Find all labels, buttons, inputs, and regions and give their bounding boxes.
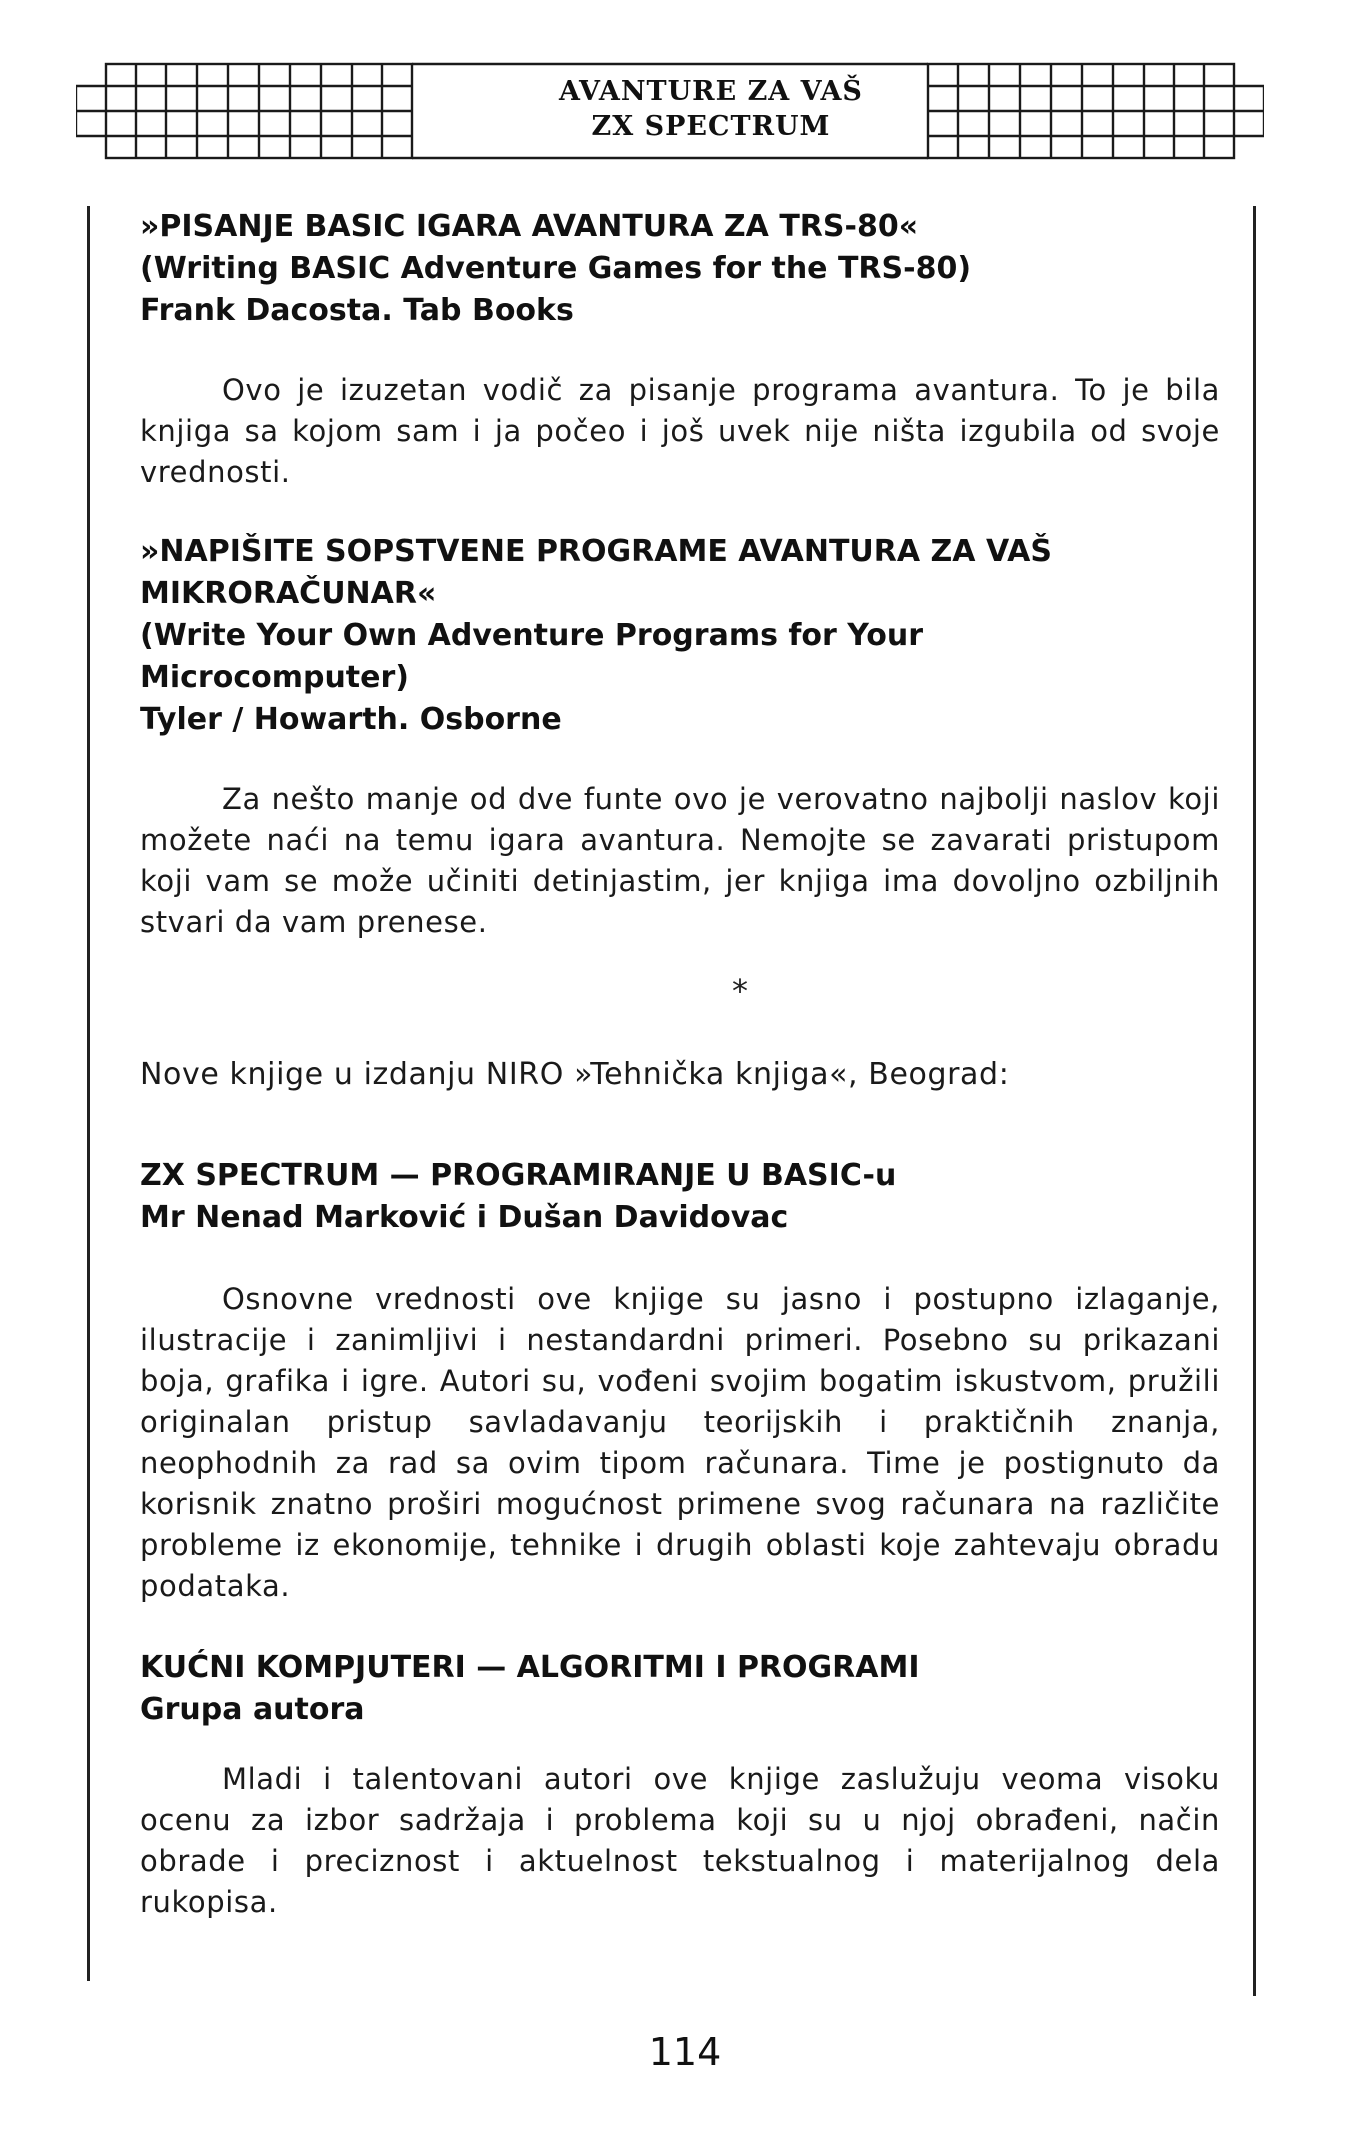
header-banner (76, 58, 1264, 164)
right-margin-rule (1253, 206, 1256, 1996)
header-title (488, 74, 934, 144)
left-margin-rule (87, 206, 90, 1981)
new-book-title: ZX SPECTRUM — PROGRAMIRANJE U BASIC-u (140, 1158, 897, 1193)
heading-line: Tyler / Howarth. Osborne (140, 702, 562, 737)
heading-line: (Writing BASIC Adventure Games for the TRS-80) (140, 251, 972, 286)
new-book-description-2: Mladi i talentovani autori ove knjige zaslužuju veoma visoku ocenu za izbor sadržaja i problema koji su u njoj obrađeni, način obrade i preciznost i aktuelnost tekstualnog i materijalnog dela rukopisa. (140, 1762, 1220, 1919)
new-book-heading-1 (140, 1155, 1220, 1239)
heading-line: MIKRORAČUNAR« (140, 576, 437, 611)
page-number: 114 (648, 2030, 722, 2074)
book-heading-2 (140, 531, 1220, 741)
book-description-1: Ovo je izuzetan vodič za pisanje programa avantura. To je bila knjiga sa kojom sam i ja počeo i još uvek nije ništa izgubila od svoje vrednosti. (140, 373, 1220, 489)
heading-line: »PISANJE BASIC IGARA AVANTURA ZA TRS-80« (140, 209, 919, 244)
section-separator: * (732, 972, 748, 1010)
header-title-line-1: AVANTURE ZA VAŠ (559, 76, 863, 107)
heading-line: Microcomputer) (140, 660, 410, 695)
new-book-authors: Mr Nenad Marković i Dušan Davidovac (140, 1200, 789, 1235)
new-book-heading-2 (140, 1647, 1220, 1731)
new-book-title: KUĆNI KOMPJUTERI — ALGORITMI I PROGRAMI (140, 1650, 920, 1685)
book-description-2: Za nešto manje od dve funte ovo je verovatno najbolji naslov koji možete naći na temu igara avantura. Nemojte se zavarati pristupom koji vam se može učiniti detinjastim, jer knjiga ima dovoljno ozbiljnih stvari da vam prenese. (140, 782, 1220, 939)
new-book-description-1: Osnovne vrednosti ove knjige su jasno i postupno izlaganje, ilustracije i zanimljivi i nestandardni primeri. Posebno su prikazani boja, grafika i igre. Autori su, vođeni svojim bogatim iskustvom, pružili originalan pristup savladavanju teorijskih i praktičnih znanja, neophodnih za rad sa ovim tipom računara. Time je postignuto da korisnik znatno proširi mogućnost primene svog računara na različite probleme iz ekonomije, tehnike i drugih oblasti koje zahtevaju obradu podataka. (140, 1282, 1220, 1603)
new-book-authors: Grupa autora (140, 1692, 365, 1727)
header-title-line-2: ZX SPECTRUM (591, 111, 831, 142)
heading-line: Frank Dacosta. Tab Books (140, 293, 574, 328)
content-column (140, 206, 1220, 1923)
heading-line: »NAPIŠITE SOPSTVENE PROGRAME AVANTURA ZA VAŠ (140, 534, 1052, 569)
book-heading-1 (140, 206, 1220, 332)
heading-line: (Write Your Own Adventure Programs for Your (140, 618, 924, 653)
publisher-announcement: Nove knjige u izdanju NIRO »Tehnička knjiga«, Beograd: (140, 1057, 1010, 1092)
